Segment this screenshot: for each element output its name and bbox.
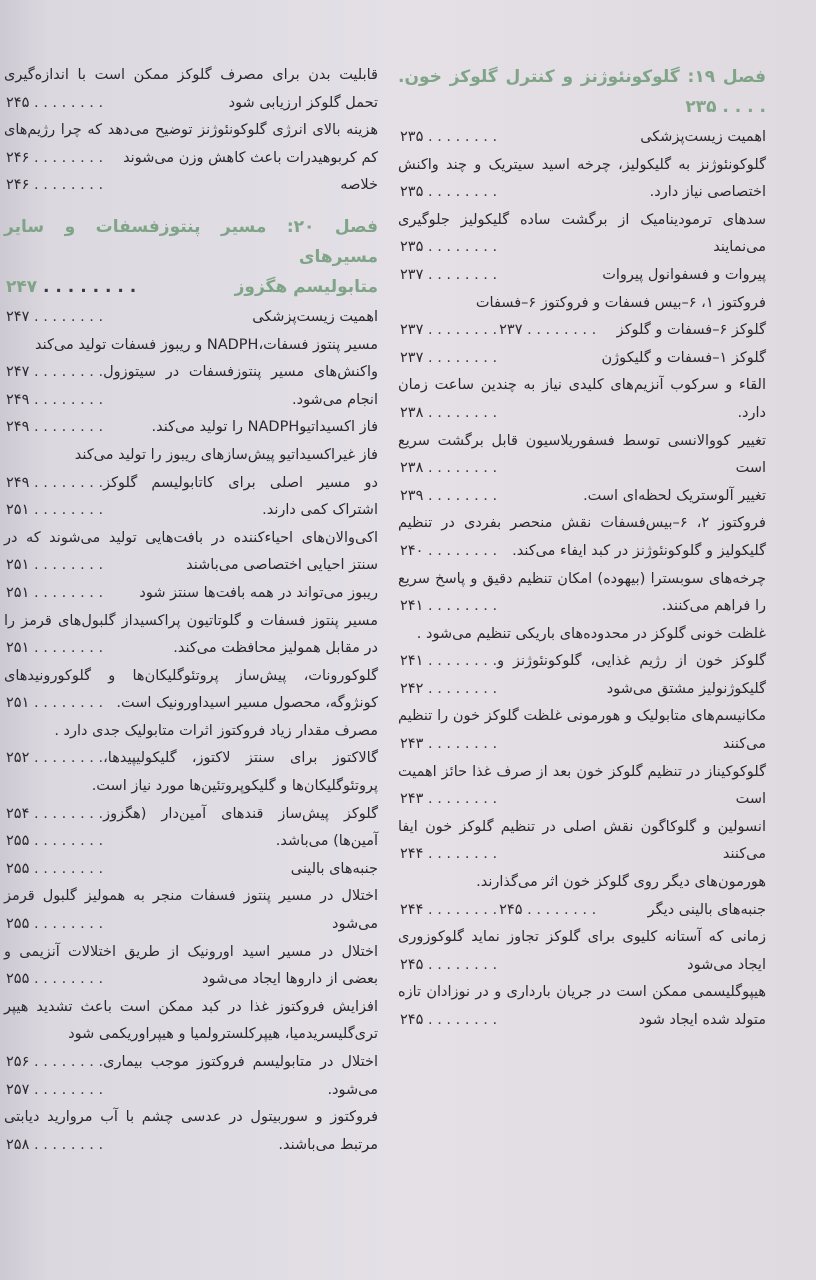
toc-entry — [398, 262, 766, 290]
toc-entry-title: فروکتوز ۱، ۶–بیس فسفات و فروکتوز ۶–فسفات — [475, 294, 766, 311]
toc-entry-title: القاء و سرکوب آنزیم‌های کلیدی نیاز به چندین ساعت زمان دارد. — [398, 377, 766, 421]
toc-entry-page-number: . . . ۲۴۹ — [6, 470, 103, 498]
toc-entry-title: تغییر آلوستریک لحظه‌ای است. — [583, 487, 766, 504]
toc-entry-title: اختلال در مسیر اسید اورونیک از طریق اختلالات آنزیمی و بعضی از داروها ایجاد می‌شود — [4, 943, 378, 988]
toc-entry — [398, 483, 766, 511]
toc-entry-page-number: . . . ۲۴۳ — [400, 731, 497, 759]
toc-entry-page-number: . . . ۲۳۷ — [400, 262, 497, 290]
toc-entry-page-number: . . . ۲۴۴ — [400, 841, 497, 869]
toc-entry-page-number: . . . ۲۴۶ — [6, 172, 103, 200]
toc-entry-title: گلوکز پیش‌ساز قندهای آمین‌دار (هگزوز آمین‌ها) می‌باشد. — [103, 805, 378, 850]
chapter-20-page: . . . ۲۴۷ — [6, 272, 136, 302]
toc-entry-page-number: . . . ۲۵۴ — [6, 801, 103, 829]
toc-entry-title: جنبه‌های بالینی دیگر — [647, 901, 766, 918]
toc-left-column — [4, 62, 378, 1159]
toc-entry-title: فاز غیراکسیداتیو پیش‌سازهای ریبوز را تولید می‌کند — [74, 446, 378, 463]
toc-entry-title: گلوکورونات، پیش‌ساز پروتئوگلیکان‌ها و گلوکورونیدهای کونژوگه، محصول مسیر اسیداورونیک است. — [4, 667, 378, 712]
left-top-entry-list — [4, 62, 378, 200]
toc-entry-title: گالاکتوز برای سنتز لاکتوز، گلیکولیپیدها، پروتئوگلیکان‌ها و گلیکوپروتئین‌ها مورد نیاز است. — [91, 750, 378, 795]
toc-entry — [398, 124, 766, 152]
toc-entry — [4, 994, 378, 1070]
toc-entry-page-number: . . . ۲۴۳ — [400, 786, 497, 814]
toc-entry-title: مصرف مقدار زیاد فروکتوز اثرات متابولیک جدی دارد . — [54, 722, 378, 739]
toc-entry — [4, 332, 378, 381]
toc-entry-page-number: . . . ۲۵۱ — [6, 635, 103, 663]
chapter-19-heading: فصل ۱۹: گلوکونئوژنز و کنترل گلوکز خون. . . . . ۲۳۵ — [398, 67, 766, 117]
toc-entry-title: گلوکوکیناز در تنظیم گلوکز خون بعد از صرف غذا حائز اهمیت است — [398, 763, 766, 808]
toc-entry-page-number: . . . ۲۵۵ — [6, 911, 103, 939]
toc-entry — [4, 62, 378, 117]
right-entry-list — [398, 124, 766, 1035]
chapter-20-heading-line1: فصل ۲۰: مسیر پنتوزفسفات و سایر مسیرهای — [4, 216, 378, 267]
toc-entry-title: گلوکز ۶–فسفات و گلوکز — [616, 322, 766, 339]
toc-entry-page-number: . . . ۲۴۱ — [400, 593, 497, 621]
toc-entry-page-number: . . . ۲۳۷ — [400, 345, 497, 373]
toc-entry-title: اهمیت زیست‌پزشکی — [252, 308, 378, 325]
chapter-20-heading-line2: متابولیسم هگزوز — [234, 276, 378, 297]
toc-entry-page-number: . . . ۲۴۵ — [400, 1007, 497, 1035]
toc-entry — [4, 1104, 378, 1159]
toc-entry-title: مسیر پنتوز فسفات،NADPH و ریبوز فسفات تولید می‌کند — [34, 336, 378, 353]
toc-entry-title: غلظت خونی گلوکز در محدوده‌های باریکی تنظیم می‌شود . — [416, 625, 766, 642]
toc-entry-title: گلوکز ۱–فسفات و گلیکوژن — [601, 349, 766, 366]
toc-entry-page-number: . . . ۲۵۵ — [6, 856, 103, 884]
toc-entry-title: اختلال در متابولیسم فروکتوز موجب بیماری می‌شود. — [103, 1054, 378, 1098]
toc-entry-title: ریبوز می‌تواند در همه بافت‌ها سنتز شود — [139, 584, 378, 601]
toc-entry-page-number: . . . ۲۴۹ — [6, 414, 103, 442]
toc-entry — [4, 883, 378, 938]
toc-entry — [4, 718, 378, 767]
toc-entry-page-number: . . . ۲۴۰ — [400, 538, 497, 566]
toc-entry-page-number: . . . ۲۳۷ — [400, 317, 497, 345]
toc-entry — [4, 939, 378, 994]
toc-entry-page-number: . . . ۲۵۲ — [6, 745, 103, 773]
toc-entry-title: سدهای ترمودینامیک از برگشت ساده گلیکولیز جلوگیری می‌نمایند — [398, 211, 766, 256]
toc-entry-page-number: . . . ۲۳۹ — [400, 483, 497, 511]
toc-entry — [4, 172, 378, 200]
chapter-20-heading — [4, 212, 378, 302]
toc-entry-title: جنبه‌های بالینی — [290, 860, 378, 877]
toc-entry-title: گلوکونئوژنز به گلیکولیز، چرخه اسید سیتریک و چند واکنش اختصاصی نیاز دارد. — [398, 156, 766, 201]
toc-entry-title: واکنش‌های مسیر پنتوزفسفات در سیتوزول انجام می‌شود. — [103, 364, 378, 408]
toc-entry — [4, 663, 378, 718]
toc-entry-title: خلاصه — [340, 177, 378, 194]
toc-entry — [398, 924, 766, 979]
toc-entry-page-number: . . . ۲۴۷ — [6, 359, 103, 387]
toc-entry-page-number: . . . ۲۵۸ — [6, 1132, 103, 1160]
toc-entry-page-number: . . . ۲۳۵ — [400, 124, 497, 152]
toc-entry-page-number: . . . ۲۴۲ — [400, 676, 497, 704]
toc-entry — [398, 372, 766, 427]
toc-entry — [4, 442, 378, 491]
toc-entry-page-number: . . . ۲۳۸ — [400, 400, 497, 428]
toc-entry — [398, 152, 766, 207]
toc-entry-title: گلوکز خون از رژیم غذایی، گلوکونئوژنز و گلیکوژنولیز مشتق می‌شود — [497, 653, 766, 697]
toc-entry-title: قابلیت بدن برای مصرف گلوکز ممکن است با اندازه‌گیری تحمل گلوکز ارزیابی شود — [4, 67, 378, 111]
toc-entry — [398, 207, 766, 262]
toc-entry-page-number: . . . ۲۵۷ — [6, 1077, 103, 1105]
toc-entry — [4, 117, 378, 172]
toc-entry-page-number: . . . ۲۵۱ — [6, 552, 103, 580]
toc-entry — [398, 428, 766, 483]
toc-entry-title: فاز اکسیداتیوNADPH را تولید می‌کند. — [151, 419, 378, 436]
toc-entry-page-number: . . . ۲۴۷ — [6, 304, 103, 332]
toc-entry-title: هورمون‌های دیگر روی گلوکز خون اثر می‌گذارند. — [476, 874, 766, 891]
toc-entry-title: پیروات و فسفوانول پیروات — [602, 266, 766, 283]
toc-entry-page-number: . . . ۲۵۱ — [6, 497, 103, 525]
toc-entry — [4, 608, 378, 663]
toc-entry-page-number: . . . ۲۴۶ — [6, 145, 103, 173]
toc-entry — [4, 414, 378, 442]
toc-entry-title: افزایش فروکتوز غذا در کبد ممکن است باعث تشدید هیپر تری‌گلیسریدمیا، هیپرکلسترولمیا و هیپراوریکمی شود — [4, 998, 378, 1043]
toc-entry — [398, 621, 766, 670]
toc-entry-title: انسولین و گلوکاگون نقش اصلی در تنظیم گلوکز خون ایفا می‌کنند — [398, 818, 766, 863]
toc-entry-page-number: . . . ۲۴۵ — [400, 952, 497, 980]
toc-entry-page-number: . . . ۲۵۶ — [6, 1049, 103, 1077]
toc-entry-page-number: . . . ۲۴۵ — [6, 90, 103, 118]
toc-entry-title: فروکتوز و سوربیتول در عدسی چشم با آب مروارید دیابتی مرتبط می‌باشند. — [4, 1109, 378, 1153]
toc-entry-page-number: . . . ۲۴۹ — [6, 387, 103, 415]
toc-entry-title: مسیر پنتوز فسفات و گلوتاتیون پراکسیداز گلبول‌های قرمز را در مقابل همولیز محافظت می‌کند. — [4, 612, 378, 657]
toc-entry — [398, 703, 766, 758]
toc-entry-page-number: . . . ۲۵۵ — [6, 828, 103, 856]
toc-entry — [398, 814, 766, 869]
toc-entry — [398, 979, 766, 1034]
toc-entry-page-number: . . . ۲۴۵ — [499, 897, 596, 925]
toc-entry — [398, 566, 766, 621]
toc-entry-page-number: . . . ۲۴۱ — [400, 648, 497, 676]
toc-entry-page-number: . . . ۲۵۱ — [6, 580, 103, 608]
toc-entry-page-number: . . . ۲۵۱ — [6, 690, 103, 718]
toc-entry-title: فروکتوز ۲، ۶–بیس‌فسفات نقش منحصر بفردی در تنظیم گلیکولیز و گلوکونئوژنز در کبد ایفاء می‌کند. — [398, 515, 766, 559]
toc-entry-title: اکی‌والان‌های احیاءکننده در بافت‌هایی تولید می‌شوند که در سنتز احیایی اختصاصی می‌باشند — [4, 529, 378, 574]
toc-entry-title: تغییر کووالانسی توسط فسفوریلاسیون قابل برگشت سریع است — [398, 432, 766, 477]
left-entry-list — [4, 304, 378, 1159]
toc-entry — [398, 759, 766, 814]
toc-entry-page-number: . . . ۲۴۴ — [400, 897, 497, 925]
toc-entry-title: هیپوگلیسمی ممکن است در جریان بارداری و در نوزادان تازه متولد شده ایجاد شود — [398, 984, 766, 1028]
toc-entry-page-number: . . . ۲۳۵ — [400, 234, 497, 262]
toc-entry — [4, 856, 378, 884]
toc-entry — [398, 510, 766, 565]
toc-entry-title: اختلال در مسیر پنتوز فسفات منجر به همولیز گلبول قرمز می‌شود — [4, 888, 378, 933]
toc-entry-title: مکانیسم‌های متابولیک و هورمونی غلظت گلوکز خون را تنظیم می‌کنند — [398, 708, 766, 753]
toc-entry — [398, 345, 766, 373]
toc-entry-title: چرخه‌های سوبسترا (بیهوده) امکان تنظیم دقیق و پاسخ سریع را فراهم می‌کنند. — [398, 570, 766, 615]
toc-right-column — [398, 62, 766, 1035]
toc-entry — [4, 525, 378, 580]
toc-entry — [4, 304, 378, 332]
toc-entry-page-number: . . . ۲۵۵ — [6, 966, 103, 994]
toc-entry-page-number: . . . ۲۳۵ — [400, 179, 497, 207]
toc-entry-title: هزینه بالای انرژی گلوکونئوژنز توضیح می‌دهد که چرا رژیم‌های کم کربوهیدرات باعث کاهش وزن می‌شوند — [4, 122, 378, 166]
toc-entry-title: اهمیت زیست‌پزشکی — [640, 129, 766, 145]
toc-entry-page-number: . . . ۲۳۷ — [499, 317, 596, 345]
toc-entry-title: زمانی که آستانه کلیوی برای گلوکز تجاوز نماید گلوکوزوری ایجاد می‌شود — [398, 929, 766, 973]
toc-entry — [4, 580, 378, 608]
toc-entry-title: دو مسیر اصلی برای کاتابولیسم گلوکز اشتراک کمی دارند. — [103, 474, 378, 519]
toc-entry-page-number: . . . ۲۳۸ — [400, 455, 497, 483]
